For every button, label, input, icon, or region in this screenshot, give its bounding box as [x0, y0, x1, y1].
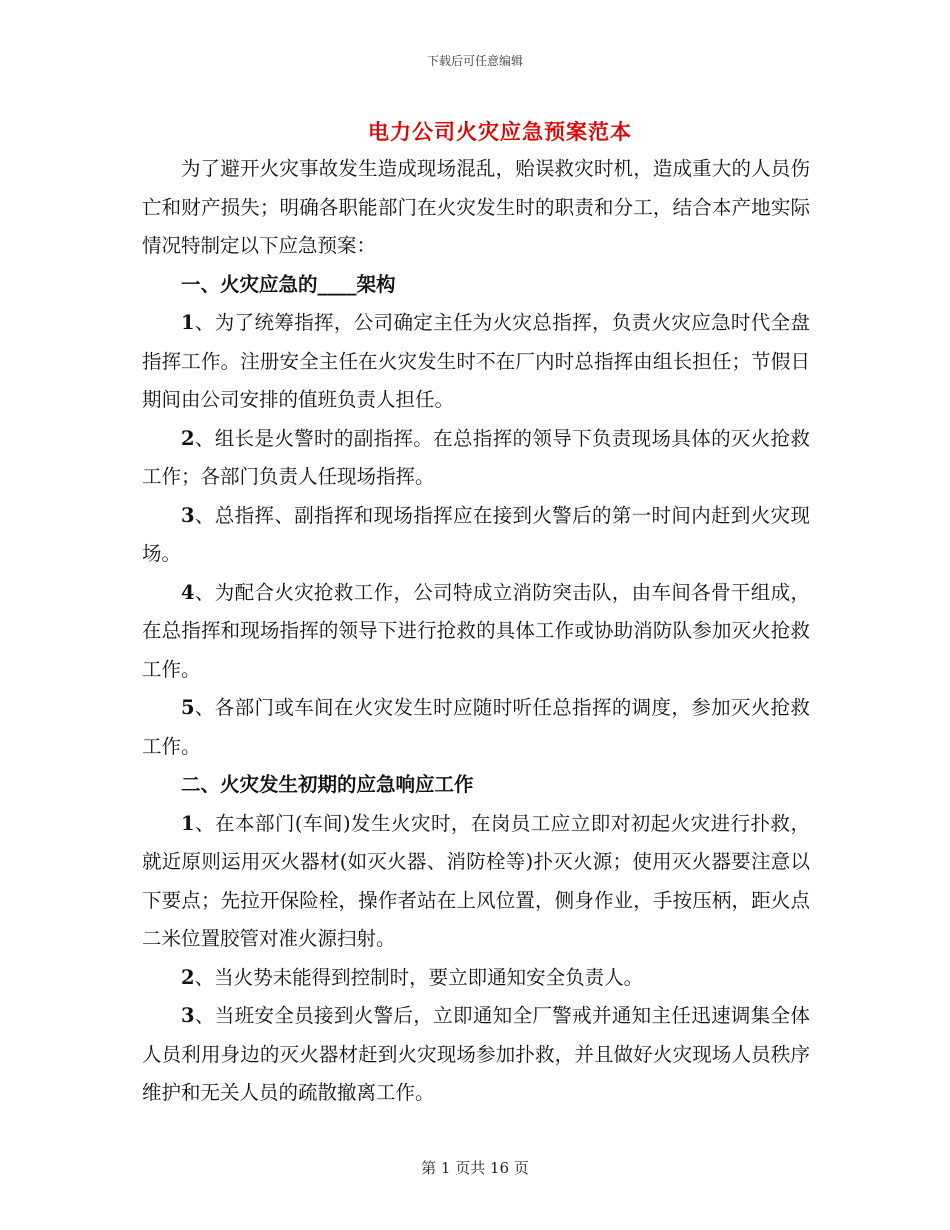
section-2-item-2 — [142, 959, 810, 998]
page-header-note: 下载后可任意编辑 — [426, 54, 523, 68]
item-text: 、总指挥、副指挥和现场指挥应在接到火警后的第一时间内赶到火灾现场。 — [142, 503, 810, 565]
section-2-item-3 — [142, 997, 810, 1113]
section-2-item-1 — [142, 805, 810, 959]
item-text: 、在本部门(车间)发生火灾时，在岗员工应立即对初起火灾进行扑救，就近原则运用灭火器材(如灭火器、消防栓等)扑灭火源；使用灭火器要注意以下要点；先拉开保险栓，操作者站在上风位置，侧身作业，手按压柄，距火点二米位置胶管对准火源扫射。 — [142, 811, 810, 950]
item-number: 3 — [181, 1004, 195, 1027]
item-text: 、为了统筹指挥，公司确定主任为火灾总指挥，负责火灾应急时代全盘指挥工作。注册安全主任在火灾发生时不在厂内时总指挥由组长担任；节假日期间由公司安排的值班负责人担任。 — [142, 311, 810, 411]
item-number: 3 — [181, 503, 195, 527]
intro-paragraph: 为了避开火灾事故发生造成现场混乱，贻误救灾时机，造成重大的人员伤亡和财产损失；明确各职能部门在火灾发生时的职责和分工，结合本产地实际情况特制定以下应急预案： — [142, 157, 810, 257]
item-text: 、组长是火警时的副指挥。在总指挥的领导下负责现场具体的灭火抢救工作；各部门负责人任现场指挥。 — [142, 426, 810, 488]
item-number: 2 — [181, 426, 195, 450]
item-text: 、各部门或车间在火灾发生时应随时听任总指挥的调度，参加灭火抢救工作。 — [142, 696, 810, 758]
section-1-item-4 — [142, 574, 810, 690]
item-text: 、当班安全员接到火警后，立即通知全厂警戒并通知主任迅速调集全体人员利用身边的灭火器材赶到火灾现场参加扑救，并且做好火灾现场人员秩序维护和无关人员的疏散撤离工作。 — [142, 1004, 810, 1104]
document-title: 电力公司火灾应急预案范本 — [368, 119, 632, 144]
item-number: 2 — [181, 965, 195, 989]
section-1-item-2 — [142, 420, 810, 497]
item-number: 4 — [181, 580, 195, 604]
item-text: 、当火势未能得到控制时，要立即通知安全负责人。 — [194, 965, 644, 989]
section-1-item-3 — [142, 497, 810, 574]
section-2-heading: 二、火灾发生初期的应急响应工作 — [181, 773, 474, 796]
section-1-heading: 一、火灾应急的____架构 — [181, 272, 396, 296]
section-1-item-5 — [142, 689, 810, 766]
document-body — [142, 150, 810, 1113]
page-footer-number: 第 1 页共 16 页 — [421, 1159, 529, 1177]
section-1-item-1 — [142, 304, 810, 420]
item-text: 、为配合火灾抢救工作，公司特成立消防突击队，由车间各骨干组成，在总指挥和现场指挥的领导下进行抢救的具体工作或协助消防队参加灭火抢救工作。 — [142, 580, 810, 681]
item-number: 1 — [181, 811, 195, 835]
item-number: 1 — [181, 311, 195, 334]
item-number: 5 — [181, 696, 195, 719]
